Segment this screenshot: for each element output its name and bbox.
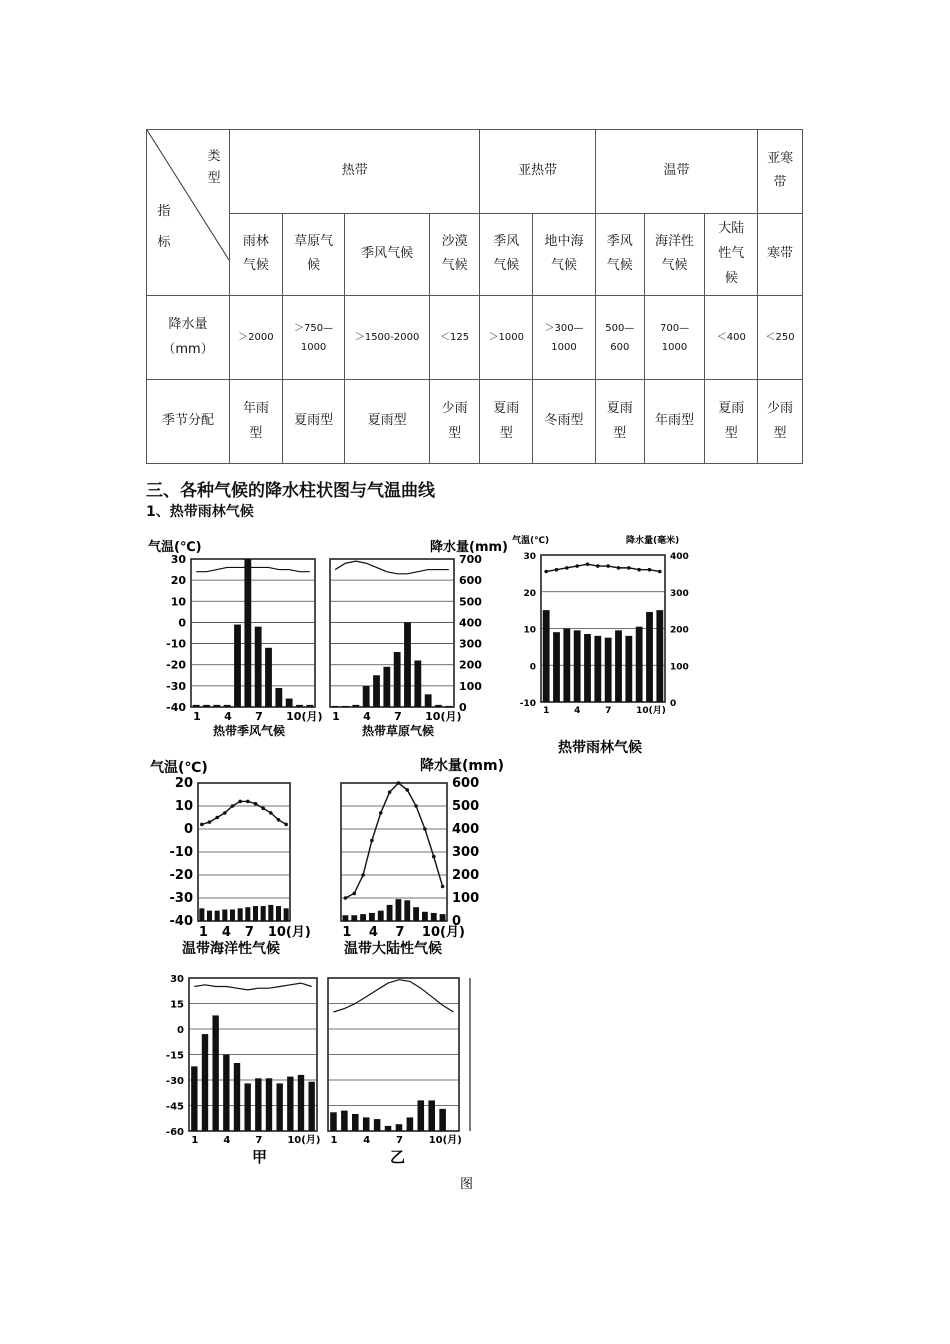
precip-bar	[193, 705, 200, 707]
temperature-point	[606, 564, 610, 568]
precip-bar	[428, 1100, 435, 1131]
precip-bar	[363, 1117, 370, 1131]
cell: ＞300—1000	[533, 296, 596, 380]
precip-bar	[378, 911, 384, 921]
precip-bar	[352, 705, 359, 707]
precip-bar	[234, 1063, 240, 1131]
climate-header: 地中海气候	[533, 213, 596, 296]
y-tick-label: -30	[169, 891, 193, 906]
y-tick-label: 15	[170, 999, 184, 1011]
x-tick-label: 4	[363, 1135, 371, 1146]
precip-bar	[207, 911, 212, 921]
precip-bar	[431, 913, 437, 921]
y-tick-label: -20	[166, 658, 186, 672]
temperature-point	[208, 820, 212, 824]
y-tick-label: 30	[523, 552, 536, 562]
y2-tick-label: 700	[459, 553, 482, 566]
precip-bar	[253, 906, 258, 921]
precip-bar	[202, 1034, 208, 1131]
precip-bar	[369, 913, 375, 921]
climate-header: 季风气候	[345, 213, 429, 296]
y2-tick-label: 0	[670, 699, 677, 709]
cell: ＞2000	[230, 296, 283, 380]
cell: 700—1000	[644, 296, 705, 380]
y-tick-label: 20	[523, 588, 536, 599]
cell: ＞1500-2000	[345, 296, 429, 380]
precip-bar	[238, 908, 243, 921]
temperature-point	[596, 564, 600, 568]
zone-header-temperate: 温带	[595, 130, 757, 214]
temperature-point	[344, 896, 348, 900]
climate-header: 大陆性气候	[705, 213, 758, 296]
precip-bar	[407, 1117, 414, 1131]
temperature-point	[261, 807, 265, 811]
precip-bar	[543, 610, 550, 702]
precip-bar	[396, 1124, 403, 1131]
x-tick-label: 7	[255, 1135, 263, 1146]
x-tick-label: 4	[221, 925, 231, 940]
cell: 年雨型	[230, 380, 283, 464]
corner-index-label: 指标	[157, 204, 171, 251]
precip-bar	[341, 1111, 348, 1131]
y-tick-label: -60	[165, 1127, 184, 1138]
temperature-point	[223, 811, 227, 815]
precip-bar	[286, 699, 293, 707]
y2-tick-label: 400	[452, 822, 480, 837]
cell: 夏雨型	[595, 380, 644, 464]
temperature-point	[370, 839, 374, 843]
climate-header: 季风气候	[480, 213, 533, 296]
precip-bar	[383, 667, 390, 707]
precip-bar	[268, 905, 273, 921]
y2-tick-label: 400	[670, 552, 689, 562]
y-tick-label: -30	[166, 679, 186, 693]
precip-bar	[284, 908, 289, 921]
cell: ＜250	[758, 296, 803, 380]
chart1-title: 热带季风气候	[213, 724, 286, 738]
x-tick-label: 1	[193, 710, 201, 723]
precip-bar	[298, 1075, 304, 1131]
y2-tick-label: 600	[459, 574, 482, 588]
cell: ＜125	[429, 296, 480, 380]
precip-bar	[244, 1083, 250, 1131]
precip-bar	[352, 1114, 359, 1131]
temperature-point	[555, 568, 559, 572]
y2-tick-label: 100	[459, 679, 482, 693]
temperature-point	[414, 804, 418, 808]
chart1-ylabel: 气温(℃)	[148, 540, 202, 555]
chart2-y2label: 降水量(mm)	[430, 540, 508, 555]
chart2-frame	[330, 559, 454, 707]
temperature-point	[269, 811, 273, 815]
precip-bar	[445, 706, 452, 708]
temperature-point	[215, 816, 219, 820]
temperature-line	[333, 980, 453, 1012]
y-tick-label: 0	[529, 662, 536, 673]
y-tick-label: 0	[183, 822, 193, 837]
precip-bar	[244, 559, 251, 707]
precip-bar	[422, 912, 428, 921]
y2-tick-label: 300	[459, 637, 482, 651]
corner-type-label: 类型	[207, 149, 221, 187]
precip-bar	[330, 1112, 337, 1131]
precip-bar	[574, 630, 581, 702]
zone-header-subarctic: 亚寒带	[758, 130, 803, 214]
precip-bar	[213, 705, 220, 707]
cell: 少雨型	[758, 380, 803, 464]
y-tick-label: -40	[166, 701, 186, 714]
temperature-line	[546, 564, 660, 571]
precip-bar	[605, 638, 612, 702]
precip-bar	[275, 688, 282, 707]
precip-bar	[440, 914, 446, 921]
precip-bar	[656, 610, 663, 702]
chart7-title: 乙	[390, 1148, 406, 1166]
y-tick-label: 20	[174, 776, 193, 791]
temperature-point	[575, 564, 579, 568]
cell: 少雨型	[429, 380, 480, 464]
precip-bar	[594, 636, 601, 702]
temperature-point	[586, 562, 590, 566]
x-tick-label: 7	[395, 925, 405, 940]
precip-bar	[215, 911, 220, 921]
y-tick-label: 0	[178, 616, 186, 630]
precip-bar	[245, 907, 250, 921]
x-tick-label: 1	[342, 925, 352, 940]
y-tick-label: 10	[170, 595, 186, 609]
y2-tick-label: 200	[670, 625, 689, 636]
precip-bar	[374, 1119, 381, 1131]
y2-tick-label: 600	[452, 776, 480, 791]
temperature-point	[246, 800, 250, 804]
y2-tick-label: 400	[459, 616, 482, 630]
y-tick-label: -15	[165, 1050, 184, 1062]
cell: ＜400	[705, 296, 758, 380]
y2-tick-label: 100	[452, 891, 480, 906]
subsection-title: 1、热带雨林气候	[146, 504, 254, 520]
x-tick-label: 10(月)	[425, 710, 462, 723]
y2-tick-label: 100	[670, 662, 689, 673]
cell: 年雨型	[644, 380, 705, 464]
precip-bar	[191, 1066, 197, 1131]
precip-bar	[363, 686, 370, 707]
y2-tick-label: 0	[459, 701, 467, 714]
y-tick-label: -45	[165, 1101, 184, 1113]
precip-bar	[261, 906, 266, 921]
y2-tick-label: 300	[670, 588, 689, 599]
y2-tick-label: 200	[452, 868, 480, 883]
cell: 夏雨型	[282, 380, 345, 464]
precip-bar	[332, 706, 339, 708]
precip-bar	[439, 1109, 446, 1131]
temperature-point	[648, 568, 652, 572]
temperature-point	[423, 827, 427, 831]
precip-bar	[230, 910, 235, 922]
climate-header: 海洋性气候	[644, 213, 705, 296]
precip-bar	[343, 915, 349, 921]
precip-bar	[396, 899, 402, 921]
x-tick-label: 7	[255, 710, 263, 723]
precip-bar	[636, 627, 643, 702]
temperature-point	[441, 885, 445, 889]
y-tick-label: -10	[169, 845, 193, 860]
x-tick-label: 10(月)	[287, 1135, 321, 1146]
precip-bar	[646, 612, 653, 702]
temperature-point	[361, 873, 365, 877]
cell: 500—600	[595, 296, 644, 380]
temperature-point	[379, 811, 383, 815]
x-tick-label: 1	[198, 925, 208, 940]
climate-header: 季风气候	[595, 213, 644, 296]
x-tick-label: 7	[605, 706, 612, 716]
precip-bar	[563, 629, 570, 703]
temperature-line	[335, 561, 449, 574]
precip-bar	[342, 706, 349, 708]
x-tick-label: 10(月)	[267, 925, 311, 940]
cell: ＞1000	[480, 296, 533, 380]
temperature-point	[658, 570, 662, 574]
chart6-title: 甲	[252, 1148, 268, 1166]
climate-header: 沙漠气候	[429, 213, 480, 296]
temperature-point	[238, 800, 242, 804]
cell: ＞750—1000	[282, 296, 345, 380]
precip-bar	[199, 908, 204, 921]
precip-bar	[351, 915, 357, 921]
precip-bar	[385, 1126, 392, 1131]
y-tick-label: 0	[177, 1025, 184, 1036]
temperature-point	[254, 802, 258, 806]
precip-bar	[584, 634, 591, 702]
precip-bar	[413, 907, 419, 921]
y-tick-label: 30	[170, 553, 186, 566]
climate-header: 雨林气候	[230, 213, 283, 296]
y-tick-label: -20	[169, 868, 193, 883]
chart4-title: 温带海洋性气候	[182, 941, 280, 957]
temperature-line	[196, 567, 310, 571]
row-label-precipitation: 降水量（mm）	[147, 296, 230, 380]
precip-bar	[255, 627, 262, 707]
temperature-point	[627, 566, 631, 570]
precip-bar	[266, 1078, 272, 1131]
chart5-y2label: 降水量(mm)	[420, 758, 504, 774]
precip-bar	[212, 1015, 218, 1131]
precip-bar	[255, 1078, 261, 1131]
x-tick-label: 4	[223, 1135, 231, 1146]
temperature-line	[202, 801, 286, 824]
row-label-seasonal: 季节分配	[147, 380, 230, 464]
temperature-point	[277, 818, 281, 822]
temperature-point	[284, 823, 288, 827]
temperature-point	[397, 781, 401, 785]
temperature-point	[544, 570, 548, 574]
precip-bar	[306, 705, 313, 707]
zone-header-subtropical: 亚热带	[480, 130, 595, 214]
chart3-y2label: 降水量(毫米)	[626, 536, 680, 546]
climate-header: 草原气候	[282, 213, 345, 296]
cell: 冬雨型	[533, 380, 596, 464]
chart4-ylabel: 气温(℃)	[150, 760, 208, 776]
precip-bar	[387, 905, 393, 921]
precip-bar	[435, 705, 442, 707]
precip-bar	[360, 914, 366, 921]
precip-bar	[553, 632, 560, 702]
x-tick-label: 4	[363, 710, 371, 723]
y2-tick-label: 200	[459, 658, 482, 672]
x-tick-label: 4	[368, 925, 378, 940]
y-tick-label: 10	[523, 625, 536, 636]
temperature-point	[231, 804, 235, 808]
precip-bar	[425, 694, 432, 707]
y-tick-label: -10	[166, 637, 186, 651]
y2-tick-label: 0	[452, 914, 462, 929]
temperature-point	[352, 892, 356, 896]
temperature-point	[617, 566, 621, 570]
cell: 夏雨型	[345, 380, 429, 464]
temperature-point	[432, 855, 436, 859]
chart3-ylabel: 气温(℃)	[512, 536, 550, 546]
precip-bar	[265, 648, 272, 707]
precip-bar	[287, 1077, 293, 1131]
climate-header: 寒带	[758, 213, 803, 296]
precip-bar	[404, 622, 411, 707]
precip-bar	[203, 705, 210, 707]
precip-bar	[308, 1082, 314, 1131]
precip-bar	[615, 630, 622, 702]
x-tick-label: 10(月)	[286, 710, 323, 723]
precip-bar	[222, 910, 227, 922]
precip-bar	[276, 1083, 282, 1131]
x-tick-label: 7	[394, 710, 402, 723]
temperature-line	[194, 983, 311, 990]
zone-header-tropical: 热带	[230, 130, 480, 214]
y-tick-label: -10	[519, 699, 536, 709]
temperature-point	[200, 823, 204, 827]
y-tick-label: -40	[169, 914, 193, 929]
chart3-caption: 热带雨林气候	[558, 740, 642, 756]
x-tick-label: 7	[244, 925, 254, 940]
precip-bar	[418, 1100, 425, 1131]
x-tick-label: 4	[224, 710, 232, 723]
x-tick-label: 1	[332, 710, 340, 723]
temperature-point	[388, 790, 392, 794]
y2-tick-label: 300	[452, 845, 480, 860]
chart2-title: 热带草原气候	[362, 724, 435, 738]
y-tick-label: 30	[170, 974, 184, 985]
temperature-line	[345, 783, 442, 898]
x-tick-label: 10(月)	[428, 1135, 462, 1146]
x-tick-label: 1	[191, 1135, 199, 1146]
chart1-frame	[191, 559, 315, 707]
x-tick-label: 7	[395, 1135, 403, 1146]
y-tick-label: -30	[165, 1076, 184, 1087]
precip-bar	[276, 906, 281, 921]
chart5-title: 温带大陆性气候	[344, 941, 442, 957]
precip-bar	[414, 660, 421, 707]
figure-caption: 图	[460, 1177, 474, 1192]
section-title: 三、各种气候的降水柱状图与气温曲线	[146, 481, 435, 501]
precip-bar	[234, 625, 241, 707]
x-tick-label: 1	[543, 706, 550, 716]
precip-bar	[223, 1055, 229, 1132]
precip-bar	[296, 705, 303, 707]
temperature-point	[565, 566, 569, 570]
y2-tick-label: 500	[459, 595, 482, 609]
precip-bar	[373, 675, 380, 707]
y-tick-label: 10	[174, 799, 193, 814]
x-tick-label: 10(月)	[421, 925, 465, 940]
precip-bar	[224, 705, 231, 707]
y-tick-label: 20	[170, 574, 186, 588]
x-tick-label: 10(月)	[636, 706, 666, 716]
y2-tick-label: 500	[452, 799, 480, 814]
cell: 夏雨型	[480, 380, 533, 464]
precip-bar	[625, 636, 632, 702]
temperature-point	[637, 568, 641, 572]
precip-bar	[394, 652, 401, 707]
temperature-point	[405, 788, 409, 792]
x-tick-label: 4	[574, 706, 581, 716]
x-tick-label: 1	[330, 1135, 338, 1146]
precip-bar	[404, 900, 410, 921]
cell: 夏雨型	[705, 380, 758, 464]
